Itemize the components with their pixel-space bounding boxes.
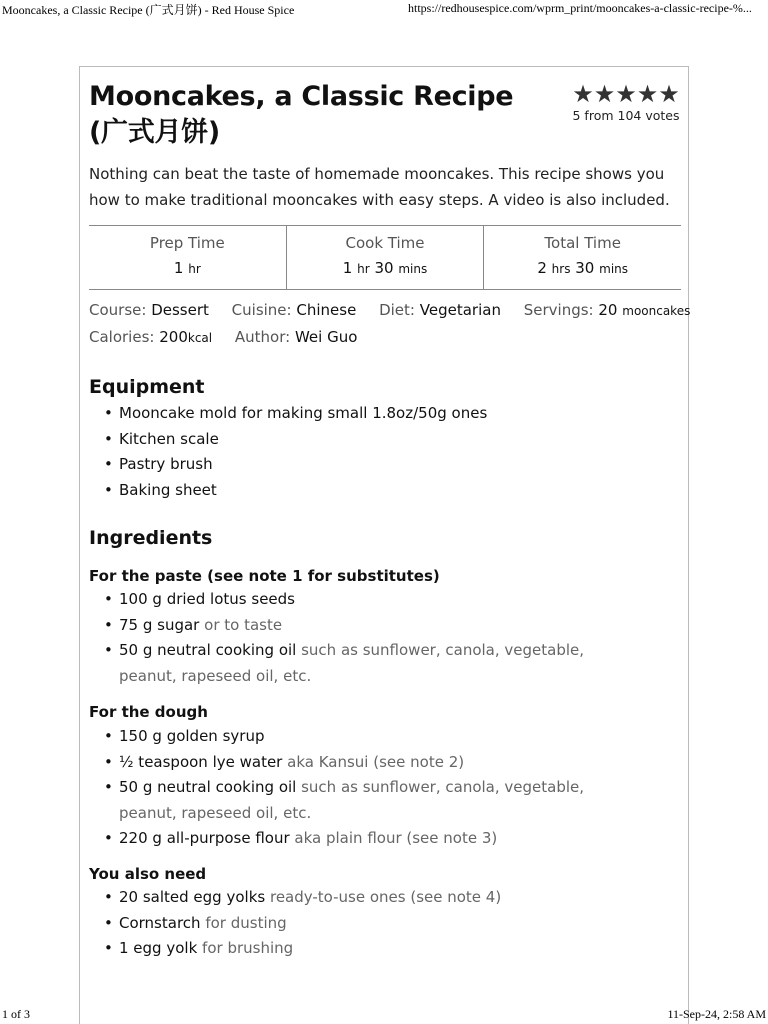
- cook-time-label: Cook Time: [345, 234, 425, 252]
- ingredient-text: 20 salted egg yolks: [119, 888, 266, 906]
- prep-hours-unit: hr: [188, 262, 201, 276]
- cuisine-value[interactable]: Chinese: [296, 301, 357, 319]
- course-label: Course:: [89, 301, 147, 319]
- equipment-item: • Kitchen scale: [89, 427, 649, 453]
- print-page-url: https://redhousespice.com/wprm_print/mooncakes-a-classic-recipe-%...: [408, 1, 752, 15]
- print-datetime: 11-Sep-24, 2:58 AM: [667, 1007, 766, 1021]
- recipe-rating[interactable]: [571, 81, 681, 123]
- author-label: Author:: [234, 328, 291, 346]
- meta-line-1: [89, 297, 691, 324]
- meta-cuisine: [232, 301, 357, 319]
- ingredient-note: for dusting: [205, 913, 287, 932]
- recipe-meta: [89, 297, 691, 351]
- author-value: Wei Guo: [294, 328, 358, 346]
- recipe-card: [79, 66, 689, 1024]
- total-hours-unit: hrs: [551, 262, 571, 276]
- star-icon[interactable]: ★: [636, 80, 659, 108]
- ingredient-text: 75 g sugar: [119, 615, 200, 634]
- equipment-item: • Mooncake mold for making small 1.8oz/50g ones: [89, 401, 649, 427]
- star-icon[interactable]: ★: [593, 80, 616, 108]
- ingredient-list-also-need: [89, 885, 629, 962]
- print-footer: [0, 1006, 768, 1024]
- calories-value: 200: [159, 328, 188, 346]
- equipment-item: • Pastry brush: [89, 452, 649, 478]
- calories-unit: kcal: [187, 331, 213, 345]
- ingredient-item: [89, 936, 629, 962]
- cook-time: [286, 226, 484, 289]
- total-time: [483, 226, 681, 289]
- ingredient-group-dough: For the dough: [89, 703, 208, 721]
- print-page-title: Mooncakes, a Classic Recipe (广式月饼) - Red House Spice: [2, 3, 295, 17]
- meta-diet: [379, 301, 501, 319]
- ingredient-item: [89, 613, 629, 639]
- prep-hours: 1: [173, 259, 184, 277]
- prep-time: [89, 226, 286, 289]
- ingredient-item: [89, 775, 629, 826]
- ingredient-group-paste: For the paste (see note 1 for substitutes): [89, 567, 440, 585]
- cuisine-label: Cuisine:: [231, 301, 292, 319]
- ingredient-item: [89, 911, 629, 937]
- cook-time-value: [287, 258, 484, 279]
- ingredient-item: [89, 587, 629, 613]
- meta-course: [89, 301, 209, 319]
- servings-unit: mooncakes: [622, 304, 691, 318]
- ingredient-list-dough: [89, 724, 629, 852]
- equipment-list: [89, 401, 649, 503]
- ingredient-item: [89, 750, 629, 776]
- total-time-label: Total Time: [544, 234, 621, 252]
- ingredient-note: aka plain flour (see note 3): [294, 829, 498, 847]
- recipe-times: [89, 225, 681, 290]
- calories-label: Calories:: [89, 328, 155, 346]
- equipment-item: • Baking sheet: [89, 478, 649, 504]
- prep-time-label: Prep Time: [149, 234, 225, 252]
- title-row: [89, 79, 681, 151]
- ingredient-note: such as sunflower, canola, vegetable, peanut, rapeseed oil, etc.: [119, 641, 585, 685]
- total-minutes: 30: [575, 259, 595, 277]
- cook-hours: 1: [342, 259, 353, 277]
- prep-time-value: [89, 258, 286, 279]
- ingredient-text: 100 g dried lotus seeds: [119, 590, 295, 608]
- course-value[interactable]: Dessert: [151, 301, 209, 319]
- meta-author: [235, 328, 358, 346]
- ingredient-group-also-need: You also need: [89, 865, 207, 883]
- rating-votes: 5 from 104 votes: [572, 108, 680, 123]
- ingredient-note: aka Kansui (see note 2): [287, 752, 465, 771]
- recipe-summary: Nothing can beat the taste of homemade mooncakes. This recipe shows you how to make traditional mooncakes with easy steps. A video is also included.: [89, 165, 670, 209]
- ingredient-text: ½ teaspoon lye water: [119, 752, 283, 771]
- ingredient-note: ready-to-use ones (see note 4): [269, 888, 502, 906]
- star-icon[interactable]: ★: [615, 80, 637, 108]
- ingredient-text: Cornstarch: [119, 913, 201, 932]
- meta-servings: [524, 301, 691, 319]
- star-icon[interactable]: ★: [658, 80, 680, 108]
- meta-calories: [89, 328, 212, 346]
- ingredient-text: 150 g golden syrup: [119, 727, 265, 745]
- diet-value: Vegetarian: [419, 301, 501, 319]
- ingredient-note: such as sunflower, canola, vegetable, peanut, rapeseed oil, etc.: [119, 778, 585, 822]
- diet-label: Diet:: [379, 301, 415, 319]
- page-number: 1 of 3: [2, 1007, 30, 1021]
- equipment-heading: Equipment: [89, 376, 205, 398]
- ingredients-heading: Ingredients: [89, 527, 213, 549]
- ingredient-text: 220 g all-purpose flour: [119, 829, 290, 847]
- recipe-title: Mooncakes, a Classic Recipe (广式月饼): [89, 81, 514, 148]
- cook-hours-unit: hr: [357, 262, 370, 276]
- total-hours: 2: [537, 259, 547, 277]
- ingredient-text: 50 g neutral cooking oil: [119, 641, 297, 659]
- total-minutes-unit: mins: [599, 262, 629, 276]
- servings-value[interactable]: 20: [598, 301, 618, 319]
- cook-minutes: 30: [374, 259, 394, 277]
- ingredient-item: [89, 826, 629, 852]
- cook-minutes-unit: mins: [398, 262, 428, 276]
- ingredient-note: or to taste: [204, 615, 283, 634]
- ingredient-item: [89, 638, 629, 689]
- ingredient-item: [89, 724, 629, 750]
- meta-line-2: [89, 324, 681, 351]
- total-time-value: [484, 258, 681, 279]
- ingredient-note: for brushing: [202, 939, 294, 957]
- star-icon[interactable]: ★: [572, 80, 594, 108]
- star-rating[interactable]: [571, 81, 681, 107]
- ingredient-text: 1 egg yolk: [119, 939, 198, 957]
- print-header: [0, 0, 768, 18]
- ingredient-text: 50 g neutral cooking oil: [119, 778, 297, 796]
- ingredient-list-paste: [89, 587, 629, 689]
- ingredient-item: [89, 885, 629, 911]
- servings-label: Servings:: [523, 301, 594, 319]
